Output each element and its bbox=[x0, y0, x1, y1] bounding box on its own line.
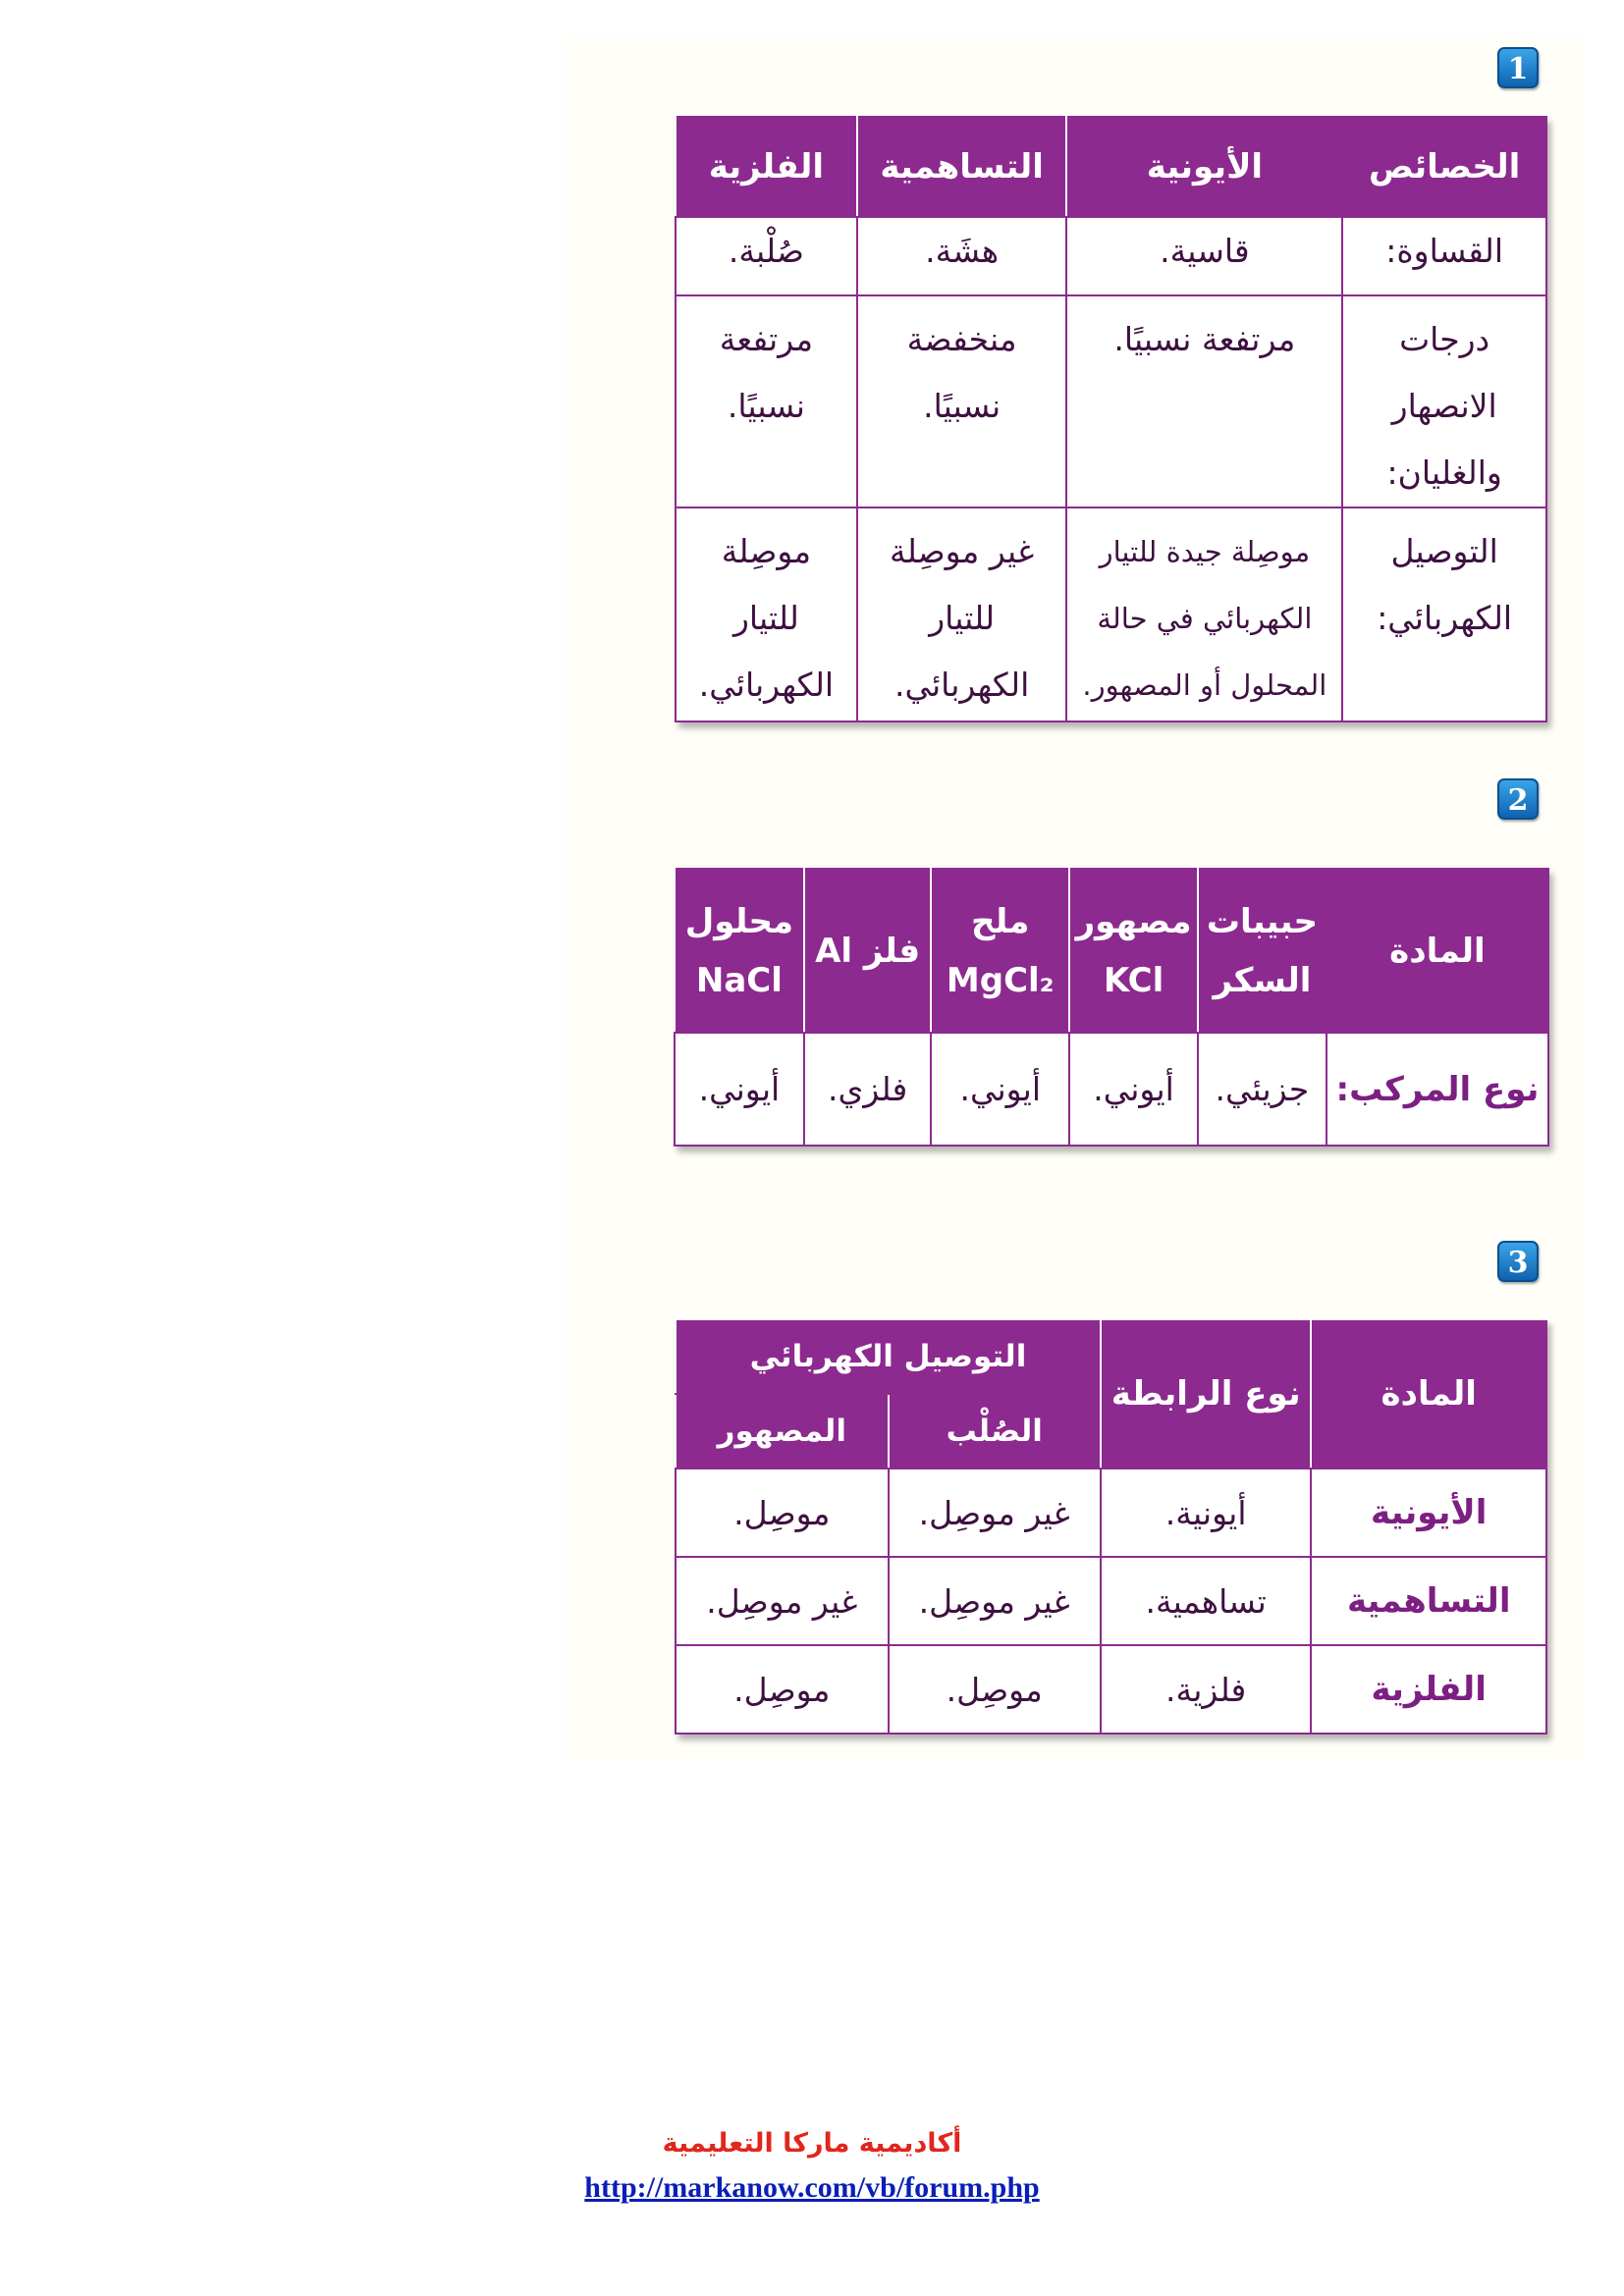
table-row bbox=[676, 1645, 1546, 1734]
header-covalent: التساهمية bbox=[857, 117, 1067, 217]
cell-nacl-type: أيوني. bbox=[675, 1033, 804, 1146]
cell-ionic-solid: غير موصِل. bbox=[889, 1468, 1101, 1557]
header-molten: المصهور bbox=[676, 1394, 889, 1468]
header-molten-kcl: مصهور KCl bbox=[1069, 869, 1198, 1033]
cell-melting-label: درجات الانصهار والغليان: bbox=[1342, 295, 1546, 507]
compound-type-table bbox=[674, 868, 1549, 1147]
table-row bbox=[676, 507, 1546, 721]
header-solid: الصُلْب bbox=[889, 1394, 1101, 1468]
cell-metallic-molten: موصِل. bbox=[676, 1645, 889, 1734]
header-mgcl2-salt: ملح MgCl₂ bbox=[931, 869, 1069, 1033]
header-ionic: الأيونية bbox=[1066, 117, 1342, 217]
cell-melting-metallic: مرتفعة نسبيًا. bbox=[676, 295, 857, 507]
table-row bbox=[675, 1033, 1548, 1146]
cell-conduction-covalent: غير موصِلة للتيار الكهربائي. bbox=[857, 507, 1067, 721]
cell-hardness-metallic: صُلْبة. bbox=[676, 217, 857, 295]
section-2-number-badge: 2 bbox=[1497, 778, 1539, 820]
cell-sugar-type: جزيئي. bbox=[1198, 1033, 1326, 1146]
cell-metallic-label: الفلزية bbox=[1311, 1645, 1546, 1734]
header-substance: المادة bbox=[1311, 1319, 1546, 1468]
header-properties: الخصائص bbox=[1342, 117, 1546, 217]
header-electrical-conduction: التوصيل الكهربائي bbox=[676, 1319, 1101, 1394]
cell-hardness-label: القساوة: bbox=[1342, 217, 1546, 295]
cell-kcl-type: أيوني. bbox=[1069, 1033, 1198, 1146]
table-row bbox=[676, 1557, 1546, 1645]
cell-compound-type-label: نوع المركب: bbox=[1326, 1033, 1548, 1146]
cell-covalent-solid: غير موصِل. bbox=[889, 1557, 1101, 1645]
cell-covalent-label: التساهمية bbox=[1311, 1557, 1546, 1645]
cell-conduction-label: التوصيل الكهربائي: bbox=[1342, 507, 1546, 721]
cell-metallic-solid: موصِل. bbox=[889, 1645, 1101, 1734]
cell-melting-covalent: منخفضة نسبيًا. bbox=[857, 295, 1067, 507]
cell-conduction-metallic: موصِلة للتيار الكهربائي. bbox=[676, 507, 857, 721]
table-row bbox=[676, 217, 1546, 295]
cell-al-type: فلزي. bbox=[804, 1033, 932, 1146]
section-1-number-badge: 1 bbox=[1497, 47, 1539, 88]
bond-conduction-table bbox=[675, 1318, 1547, 1735]
header-bond-type: نوع الرابطة bbox=[1101, 1319, 1312, 1468]
cell-ionic-molten: موصِل. bbox=[676, 1468, 889, 1557]
properties-table bbox=[675, 116, 1547, 722]
cell-covalent-molten: غير موصِل. bbox=[676, 1557, 889, 1645]
cell-conduction-ionic: موصِلة جيدة للتيار الكهربائي في حالة المحلول أو المصهور. bbox=[1066, 507, 1342, 721]
table-row bbox=[676, 295, 1546, 507]
header-substance: المادة bbox=[1326, 869, 1548, 1033]
footer-forum-link[interactable]: http://markanow.com/vb/forum.php bbox=[584, 2171, 1040, 2204]
cell-hardness-covalent: هشَة. bbox=[857, 217, 1067, 295]
section-3-number-badge: 3 bbox=[1497, 1241, 1539, 1282]
cell-metallic-bond: فلزية. bbox=[1101, 1645, 1312, 1734]
footer-academy-name: أكاديمية ماركا التعليمية bbox=[662, 2128, 962, 2159]
cell-melting-ionic: مرتفعة نسبيًا. bbox=[1066, 295, 1342, 507]
header-metallic: الفلزية bbox=[676, 117, 857, 217]
header-nacl-solution: محلول NaCl bbox=[675, 869, 804, 1033]
cell-covalent-bond: تساهمية. bbox=[1101, 1557, 1312, 1645]
header-sugar-grains: حبيبات السكر bbox=[1198, 869, 1326, 1033]
header-al-metal: فلز Al bbox=[804, 869, 932, 1033]
cell-ionic-label: الأيونية bbox=[1311, 1468, 1546, 1557]
cell-hardness-ionic: قاسية. bbox=[1066, 217, 1342, 295]
cell-mgcl2-type: أيوني. bbox=[931, 1033, 1069, 1146]
cell-ionic-bond: أيونية. bbox=[1101, 1468, 1312, 1557]
table-row bbox=[676, 1468, 1546, 1557]
